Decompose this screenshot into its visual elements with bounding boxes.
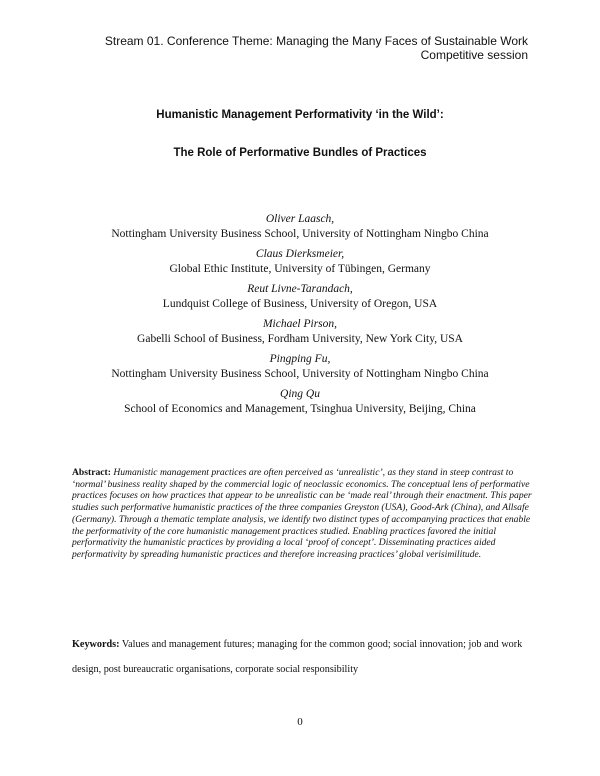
author-name: Qing Qu <box>280 388 320 400</box>
author-name: Pingping Fu, <box>269 353 331 365</box>
author-block <box>60 282 540 312</box>
author-block <box>60 212 540 242</box>
running-header <box>105 34 528 62</box>
author-affiliation: Gabelli School of Business, Fordham University, New York City, USA <box>137 333 463 345</box>
header-stream-line: Stream 01. Conference Theme: Managing the Many Faces of Sustainable Work <box>104 34 528 48</box>
author-name: Michael Pirson, <box>262 318 338 330</box>
author-list <box>60 212 540 422</box>
page-number: 0 <box>297 716 303 728</box>
author-name: Reut Livne-Tarandach, <box>247 283 353 295</box>
abstract-label: Abstract: <box>72 467 111 478</box>
keywords-paragraph <box>72 632 532 682</box>
abstract-paragraph <box>72 467 532 561</box>
author-affiliation: Global Ethic Institute, University of Tübingen, Germany <box>169 263 431 275</box>
abstract-text: Humanistic management practices are often perceived as ‘unrealistic’, as they stand in steep contrast to ‘normal’ business reality shaped by the commercial logic of neoclassic economics. The conceptual lens of performative practices focuses on how practices that appear to be unrealistic can be ‘made real’ through their enactment. This paper studies such performative humanistic practices of the three companies Greyston (USA), Good-Ark (China), and Allsafe (Germany). Through a thematic template analysis, we identify two distinct types of accompanying practices that enable the performativity of the core humanistic management practices studied. Enabling practices favored the initial performativity the humanistic practices by providing a local ‘proof of concept’. Disseminating practices aided performativity by spreading humanistic practices and therefore increasing practices’ global verisimilitude. <box>72 467 532 560</box>
keywords-text: Values and management futures; managing for the common good; social innovation; job and work design, post bureaucratic organisations, corporate social responsibility <box>72 639 523 675</box>
author-affiliation: Nottingham University Business School, University of Nottingham Ningbo China <box>111 368 489 380</box>
author-affiliation: School of Economics and Management, Tsinghua University, Beijing, China <box>124 403 476 415</box>
author-name: Claus Dierksmeier, <box>255 248 345 260</box>
author-block <box>60 247 540 277</box>
author-block <box>60 387 540 417</box>
author-affiliation: Nottingham University Business School, University of Nottingham Ningbo China <box>111 228 489 240</box>
paper-title-line-1: Humanistic Management Performativity ‘in the Wild’: <box>156 109 444 121</box>
author-block <box>60 352 540 382</box>
header-session-line: Competitive session <box>420 48 528 62</box>
author-affiliation: Lundquist College of Business, University of Oregon, USA <box>162 298 438 310</box>
author-block <box>60 317 540 347</box>
paper-title-line-2: The Role of Performative Bundles of Practices <box>173 147 427 159</box>
keywords-label: Keywords: <box>72 639 120 650</box>
author-name: Oliver Laasch, <box>265 213 335 225</box>
